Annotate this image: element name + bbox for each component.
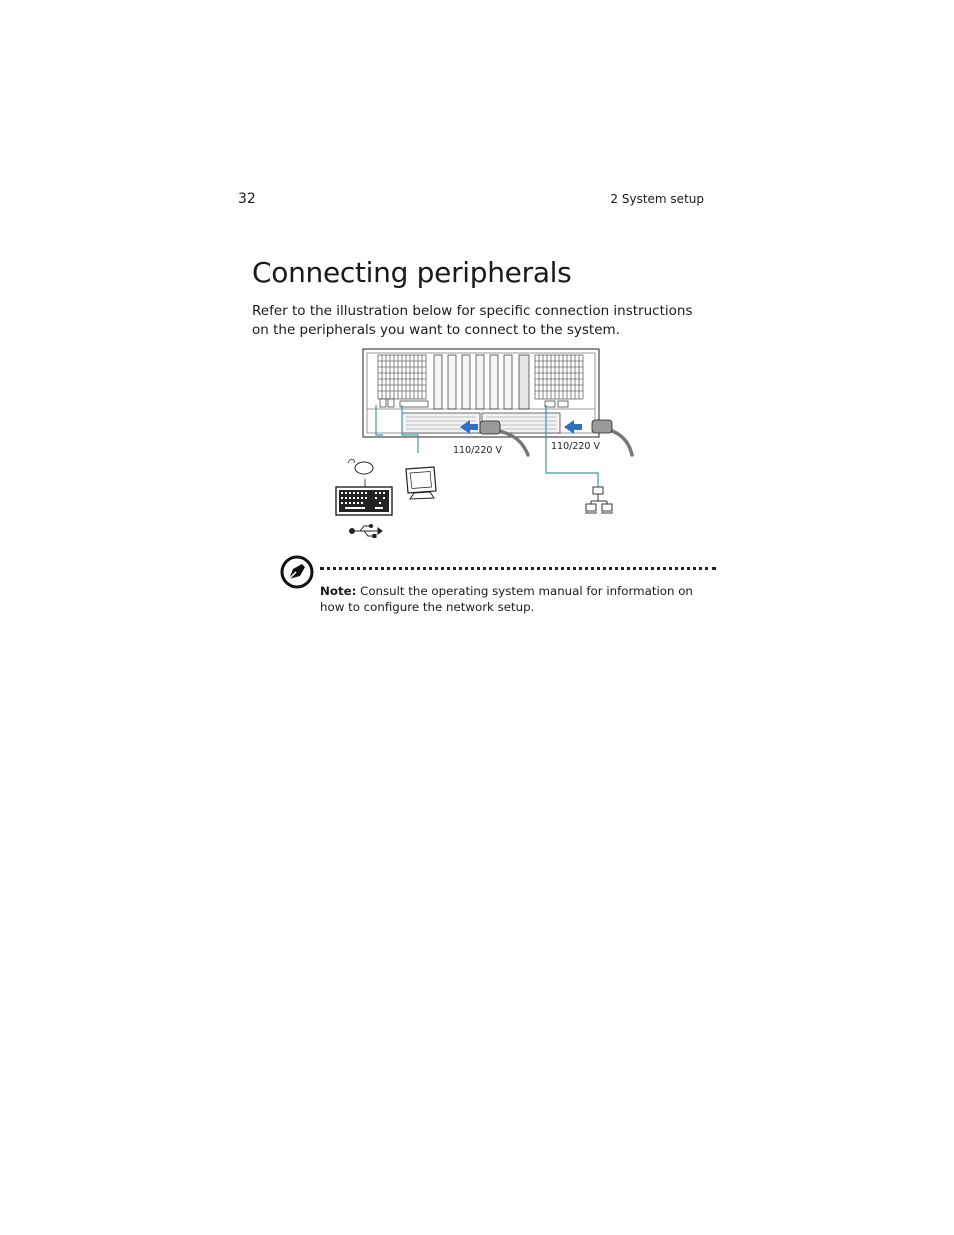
mouse-icon xyxy=(348,459,373,474)
usb-icon xyxy=(350,525,383,538)
voltage-label-right: 110/220 V xyxy=(551,441,600,452)
server-rear-diagram xyxy=(330,345,640,545)
network-icon xyxy=(585,487,613,513)
note-label: Note: xyxy=(320,584,357,598)
page-title: Connecting peripherals xyxy=(252,256,572,289)
note-text xyxy=(320,584,710,615)
monitor-icon xyxy=(406,467,436,499)
connection-illustration xyxy=(330,345,640,545)
page-number: 32 xyxy=(238,191,256,207)
voltage-label-left: 110/220 V xyxy=(453,445,502,456)
note-body: Consult the operating system manual for information on how to configure the network setup. xyxy=(320,584,693,614)
note-icon xyxy=(280,555,314,589)
intro-paragraph: Refer to the illustration below for specific connection instructions on the peripherals you want to connect to the system. xyxy=(252,303,693,338)
note-divider xyxy=(320,567,716,570)
keyboard-icon xyxy=(336,479,392,515)
note-box xyxy=(280,555,720,625)
running-header: 2 System setup xyxy=(610,192,704,206)
